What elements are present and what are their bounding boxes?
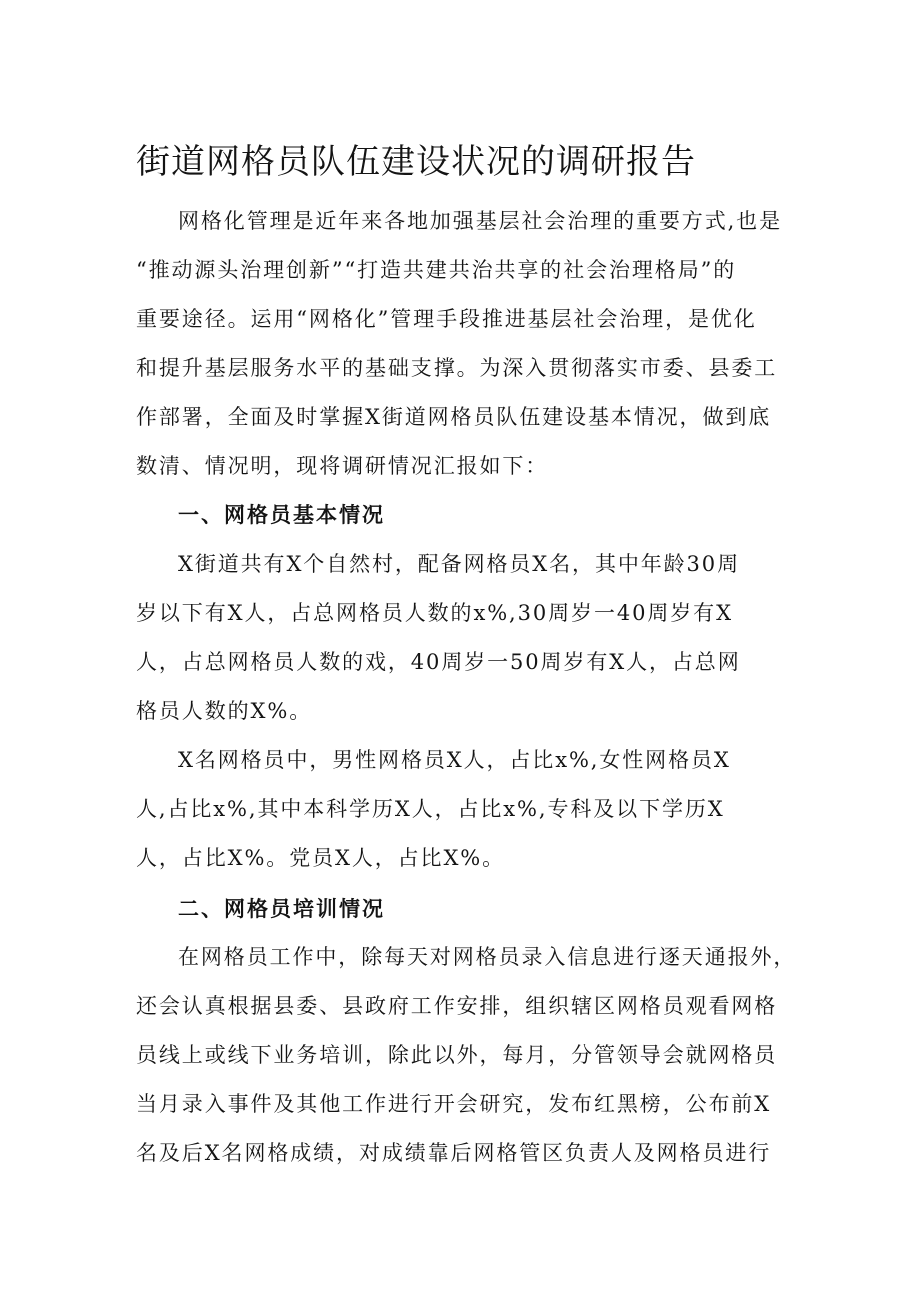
section2-paragraph: [136, 933, 796, 1178]
section2-para-line: 员线上或线下业务培训，除此以外，每月，分管领导会就网格员: [136, 1043, 778, 1067]
section2-para-line: 在网格员工作中，除每天对网格员录入信息进行逐天通报外，: [178, 945, 797, 969]
intro-line: “推动源头治理创新”“打造共建共治共享的社会治理格局”的: [136, 258, 737, 282]
section1-para1-line: X街道共有X个自然村，配备网格员X名，其中年龄30周: [178, 552, 740, 576]
intro-paragraph: [136, 197, 796, 491]
section2-para-line: 还会认真根据县委、县政府工作安排，组织辖区网格员观看网格: [136, 994, 778, 1018]
section1-para2-line: X名网格员中，男性网格员X人，占比x%,女性网格员X: [178, 748, 731, 772]
section-heading-training: 二、网格员培训情况: [178, 896, 385, 921]
document-title: 街道网格员队伍建设状况的调研报告: [136, 142, 696, 182]
section2-para-line: 当月录入事件及其他工作进行开会研究，发布红黑榜，公布前X: [136, 1092, 772, 1116]
section2-para-line: 名及后X名网格成绩，对成绩靠后网格管区负责人及网格员进行: [136, 1141, 772, 1165]
intro-line: 作部署，全面及时掌握X街道网格员队伍建设基本情况，做到底: [136, 405, 772, 429]
section1-paragraph-2: [136, 736, 796, 883]
intro-line: 重要途径。运用“网格化”管理手段推进基层社会治理，是优化: [136, 307, 757, 331]
section1-para1-line: 岁以下有X人，占总网格员人数的x%,30周岁一40周岁有X: [136, 601, 733, 625]
intro-line: 和提升基层服务水平的基础支撑。为深入贯彻落实市委、县委工: [136, 356, 778, 380]
intro-line: 网格化管理是近年来各地加强基层社会治理的重要方式,也是: [178, 209, 782, 233]
section1-para1-line: 格员人数的X%。: [136, 699, 313, 723]
section1-para2-line: 人,占比x%,其中本科学历X人，占比x%,专科及以下学历X: [136, 797, 725, 821]
section1-para2-line: 人，占比X%。党员X人，占比X%。: [136, 846, 506, 870]
intro-line: 数清、情况明，现将调研情况汇报如下：: [136, 454, 549, 478]
section-heading-basic-info: 一、网格员基本情况: [178, 502, 385, 527]
section1-paragraph-1: [136, 540, 796, 736]
section1-para1-line: 人，占总网格员人数的戏，40周岁一50周岁有X人，占总网: [136, 650, 741, 674]
